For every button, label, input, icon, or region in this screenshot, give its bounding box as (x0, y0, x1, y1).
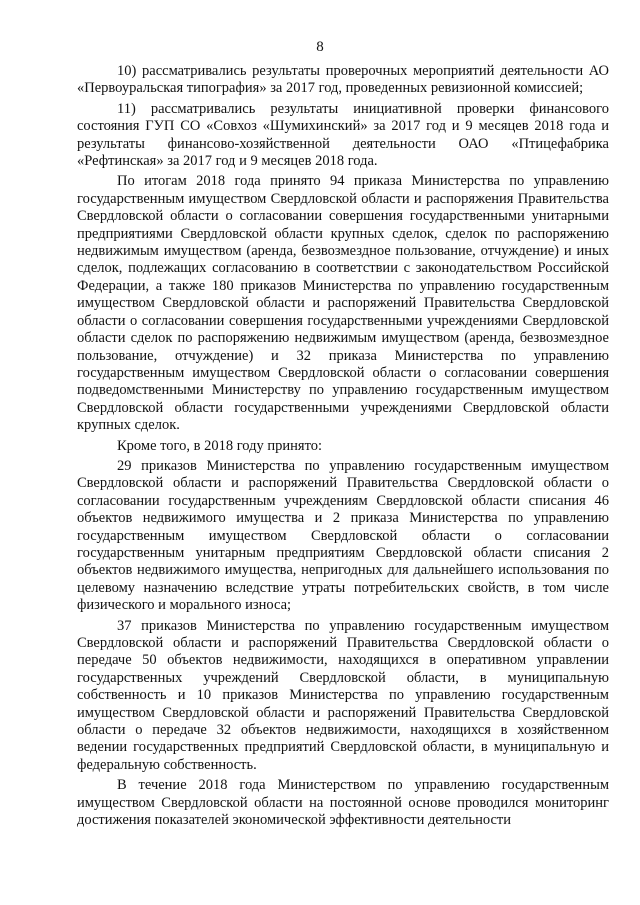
paragraph-results-2018: По итогам 2018 года принято 94 приказа Министерства по управлению государственным имуществом Свердловской области и распоряжения Правительства Свердловской области о согласовании совершения государственными унитарными предприятиями Свердловской области крупных сделок, сделок по распоряжению недвижимым имуществом (аренда, безвозмездное пользование, отчуждение) и иных сделок, подлежащих согласованию в соответствии с законодательством Российской Федерации, а также 180 приказов Министерства по управлению государственным имуществом Свердловской области и распоряжений Правительства Свердловской области о согласовании совершения государственными учреждениями Свердловской области сделок по распоряжению недвижимым имуществом (аренда, безвозмездное пользование, отчуждение) и 32 приказа Министерства по управлению государственным имуществом Свердловской области о согласовании совершения подведомственными Министерству по управлению государственным имуществом Свердловской области государственными учреждениями Свердловской области крупных сделок. (77, 173, 609, 434)
paragraph-monitoring: В течение 2018 года Министерством по управлению государственным имуществом Свердловской области на постоянной основе проводился мониторинг достижения показателей экономической эффективности деятельности (77, 777, 609, 829)
paragraph-additionally: Кроме того, в 2018 году принято: (117, 437, 323, 454)
document-body (77, 63, 609, 832)
paragraph-transfer-orders: 37 приказов Министерства по управлению государственным имуществом Свердловской области и распоряжений Правительства Свердловской области о передаче 50 объектов недвижимости, находящихся в оперативном управлении государственных учреждений Свердловской области, в муниципальную собственность и 10 приказов Министерства по управлению государственным имуществом Свердловской области и распоряжений Правительства Свердловской области о передаче 32 объектов недвижимости, находящихся в хозяйственном ведении государственных предприятий Свердловской области, в муниципальную и федеральную собственность. (77, 617, 609, 773)
paragraph-item-10: 10) рассматривались результаты проверочных мероприятий деятельности АО «Первоуральская типография» за 2017 год, проведенных ревизионной комиссией; (77, 63, 609, 97)
paragraph-item-11: 11) рассматривались результаты инициативной проверки финансового состояния ГУП СО «Совхоз «Шумихинский» за 2017 год и 9 месяцев 2018 года и результаты финансово-хозяйственной деятельности ОАО «Птицефабрика «Рефтинская» за 2017 год и 9 месяцев 2018 года. (77, 100, 609, 170)
paragraph-write-off-orders: 29 приказов Министерства по управлению государственным имуществом Свердловской области и распоряжений Правительства Свердловской области о согласовании государственным учреждениям Свердловской области списания 46 объектов недвижимого имущества и 2 приказа Министерства по управлению государственным имуществом Свердловской области о согласовании государственным унитарным предприятиям Свердловской области списания 2 объектов недвижимого имущества, непригодных для дальнейшего использования по целевому назначению вследствие утраты потребительских свойств, в том числе физического и морального износа; (77, 457, 609, 614)
page-number: 8 (316, 39, 324, 55)
